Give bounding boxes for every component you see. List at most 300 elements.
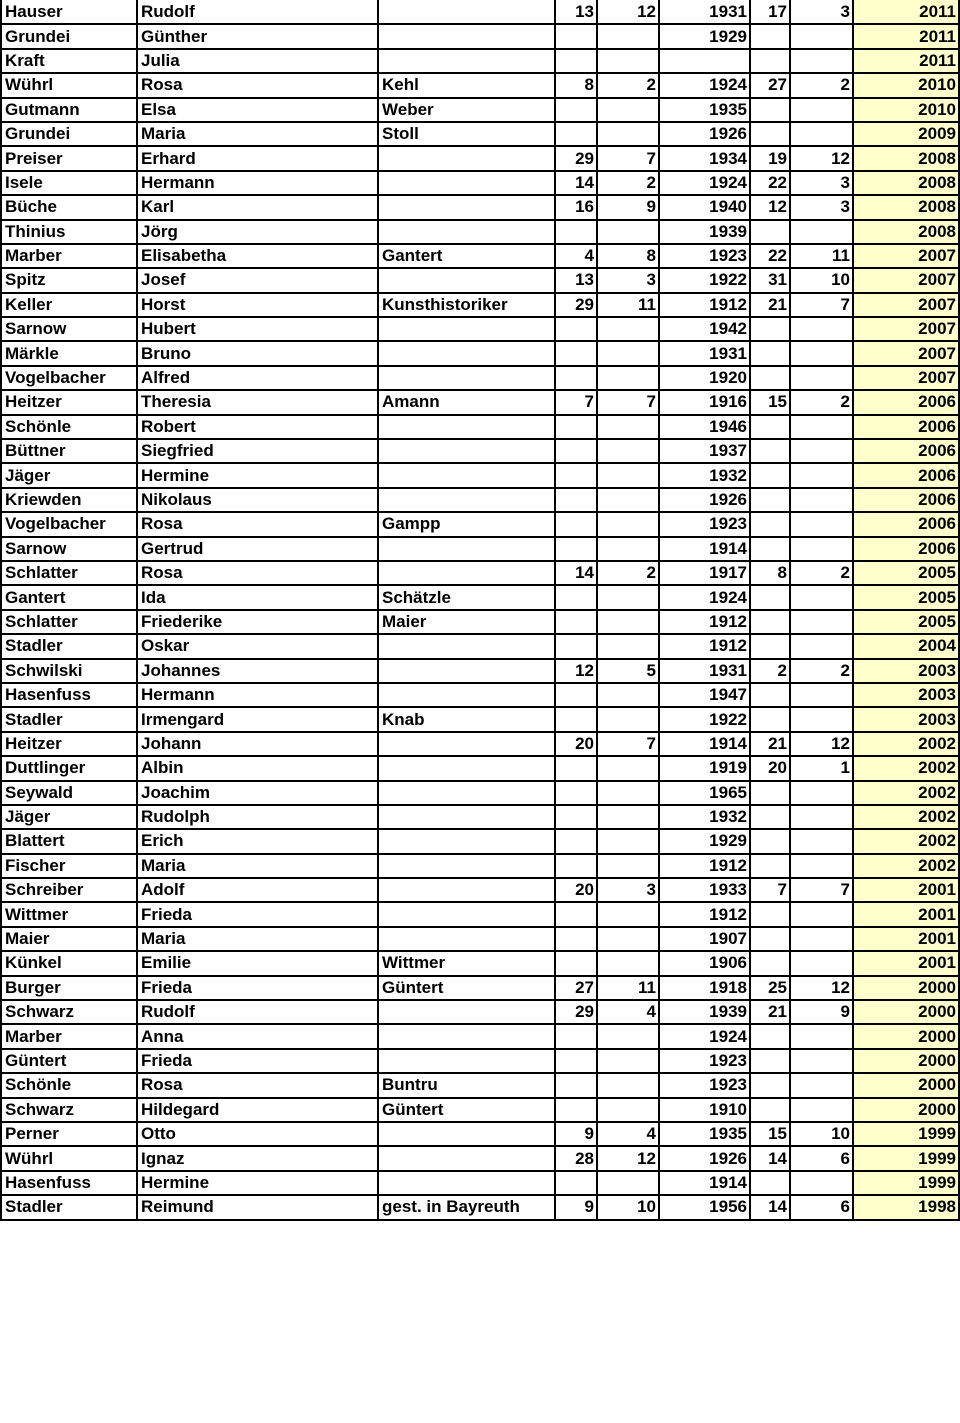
age-day-cell[interactable]: 2 xyxy=(750,659,790,683)
death-year-cell[interactable]: 2007 xyxy=(853,341,959,365)
first-name-cell[interactable]: Rosa xyxy=(137,512,378,536)
first-name-cell[interactable]: Jörg xyxy=(137,220,378,244)
death-year-cell[interactable]: 2006 xyxy=(853,463,959,487)
month-cell[interactable] xyxy=(597,24,659,48)
age-month-cell[interactable] xyxy=(790,805,853,829)
first-name-cell[interactable]: Hermine xyxy=(137,463,378,487)
age-month-cell[interactable] xyxy=(790,439,853,463)
first-name-cell[interactable]: Johann xyxy=(137,732,378,756)
note-cell[interactable]: Maier xyxy=(378,610,555,634)
surname-cell[interactable]: Schwarz xyxy=(1,1098,137,1122)
first-name-cell[interactable]: Friederike xyxy=(137,610,378,634)
birth-year-cell[interactable]: 1914 xyxy=(659,1171,750,1195)
first-name-cell[interactable]: Joachim xyxy=(137,781,378,805)
death-year-cell[interactable]: 1999 xyxy=(853,1146,959,1170)
death-year-cell[interactable]: 2002 xyxy=(853,732,959,756)
death-year-cell[interactable]: 2001 xyxy=(853,878,959,902)
note-cell[interactable]: Gantert xyxy=(378,244,555,268)
surname-cell[interactable]: Spitz xyxy=(1,268,137,292)
day-cell[interactable] xyxy=(555,98,597,122)
surname-cell[interactable]: Märkle xyxy=(1,341,137,365)
day-cell[interactable]: 14 xyxy=(555,171,597,195)
death-year-cell[interactable]: 2004 xyxy=(853,634,959,658)
age-day-cell[interactable] xyxy=(750,585,790,609)
age-day-cell[interactable] xyxy=(750,49,790,73)
month-cell[interactable]: 7 xyxy=(597,390,659,414)
birth-year-cell[interactable]: 1965 xyxy=(659,781,750,805)
day-cell[interactable]: 16 xyxy=(555,195,597,219)
day-cell[interactable] xyxy=(555,610,597,634)
month-cell[interactable] xyxy=(597,1049,659,1073)
month-cell[interactable]: 3 xyxy=(597,878,659,902)
death-year-cell[interactable]: 2000 xyxy=(853,1049,959,1073)
age-month-cell[interactable]: 2 xyxy=(790,561,853,585)
birth-year-cell[interactable]: 1919 xyxy=(659,756,750,780)
note-cell[interactable] xyxy=(378,537,555,561)
surname-cell[interactable]: Heitzer xyxy=(1,390,137,414)
first-name-cell[interactable]: Hubert xyxy=(137,317,378,341)
surname-cell[interactable]: Thinius xyxy=(1,220,137,244)
age-month-cell[interactable] xyxy=(790,634,853,658)
birth-year-cell[interactable]: 1937 xyxy=(659,439,750,463)
day-cell[interactable] xyxy=(555,854,597,878)
surname-cell[interactable]: Hasenfuss xyxy=(1,1171,137,1195)
death-year-cell[interactable]: 2008 xyxy=(853,146,959,170)
first-name-cell[interactable]: Rosa xyxy=(137,1073,378,1097)
month-cell[interactable] xyxy=(597,1073,659,1097)
first-name-cell[interactable]: Oskar xyxy=(137,634,378,658)
birth-year-cell[interactable]: 1922 xyxy=(659,268,750,292)
birth-year-cell[interactable]: 1935 xyxy=(659,98,750,122)
birth-year-cell[interactable]: 1912 xyxy=(659,610,750,634)
month-cell[interactable] xyxy=(597,707,659,731)
day-cell[interactable]: 14 xyxy=(555,561,597,585)
surname-cell[interactable]: Schwilski xyxy=(1,659,137,683)
note-cell[interactable] xyxy=(378,634,555,658)
day-cell[interactable] xyxy=(555,49,597,73)
age-day-cell[interactable]: 25 xyxy=(750,976,790,1000)
death-year-cell[interactable]: 2011 xyxy=(853,24,959,48)
age-day-cell[interactable] xyxy=(750,1171,790,1195)
first-name-cell[interactable]: Ida xyxy=(137,585,378,609)
surname-cell[interactable]: Keller xyxy=(1,293,137,317)
first-name-cell[interactable]: Julia xyxy=(137,49,378,73)
death-year-cell[interactable]: 2001 xyxy=(853,951,959,975)
day-cell[interactable] xyxy=(555,1171,597,1195)
death-year-cell[interactable]: 2000 xyxy=(853,1073,959,1097)
day-cell[interactable]: 29 xyxy=(555,293,597,317)
note-cell[interactable]: Weber xyxy=(378,98,555,122)
surname-cell[interactable]: Jäger xyxy=(1,463,137,487)
death-year-cell[interactable]: 2003 xyxy=(853,707,959,731)
first-name-cell[interactable]: Ignaz xyxy=(137,1146,378,1170)
age-month-cell[interactable]: 10 xyxy=(790,1122,853,1146)
birth-year-cell[interactable]: 1956 xyxy=(659,1195,750,1219)
note-cell[interactable] xyxy=(378,341,555,365)
note-cell[interactable] xyxy=(378,317,555,341)
age-month-cell[interactable]: 12 xyxy=(790,732,853,756)
note-cell[interactable] xyxy=(378,220,555,244)
first-name-cell[interactable]: Emilie xyxy=(137,951,378,975)
note-cell[interactable]: Schätzle xyxy=(378,585,555,609)
death-year-cell[interactable]: 2007 xyxy=(853,317,959,341)
surname-cell[interactable]: Kraft xyxy=(1,49,137,73)
surname-cell[interactable]: Perner xyxy=(1,1122,137,1146)
surname-cell[interactable]: Jäger xyxy=(1,805,137,829)
age-day-cell[interactable] xyxy=(750,927,790,951)
age-day-cell[interactable] xyxy=(750,805,790,829)
death-year-cell[interactable]: 2000 xyxy=(853,976,959,1000)
note-cell[interactable] xyxy=(378,195,555,219)
surname-cell[interactable]: Stadler xyxy=(1,1195,137,1219)
month-cell[interactable] xyxy=(597,98,659,122)
month-cell[interactable] xyxy=(597,902,659,926)
day-cell[interactable] xyxy=(555,1024,597,1048)
age-month-cell[interactable] xyxy=(790,927,853,951)
age-month-cell[interactable]: 1 xyxy=(790,756,853,780)
first-name-cell[interactable]: Alfred xyxy=(137,366,378,390)
birth-year-cell[interactable]: 1907 xyxy=(659,927,750,951)
birth-year-cell[interactable]: 1924 xyxy=(659,171,750,195)
day-cell[interactable]: 27 xyxy=(555,976,597,1000)
note-cell[interactable] xyxy=(378,683,555,707)
surname-cell[interactable]: Schlatter xyxy=(1,561,137,585)
age-day-cell[interactable]: 21 xyxy=(750,732,790,756)
note-cell[interactable] xyxy=(378,829,555,853)
birth-year-cell[interactable]: 1926 xyxy=(659,488,750,512)
death-year-cell[interactable]: 2005 xyxy=(853,585,959,609)
first-name-cell[interactable]: Erhard xyxy=(137,146,378,170)
age-day-cell[interactable] xyxy=(750,707,790,731)
age-day-cell[interactable] xyxy=(750,220,790,244)
death-year-cell[interactable]: 2007 xyxy=(853,268,959,292)
age-month-cell[interactable]: 7 xyxy=(790,293,853,317)
day-cell[interactable] xyxy=(555,122,597,146)
first-name-cell[interactable]: Anna xyxy=(137,1024,378,1048)
first-name-cell[interactable]: Horst xyxy=(137,293,378,317)
surname-cell[interactable]: Büche xyxy=(1,195,137,219)
age-month-cell[interactable] xyxy=(790,49,853,73)
month-cell[interactable]: 5 xyxy=(597,659,659,683)
birth-year-cell[interactable]: 1918 xyxy=(659,976,750,1000)
death-year-cell[interactable]: 2001 xyxy=(853,927,959,951)
age-day-cell[interactable] xyxy=(750,415,790,439)
surname-cell[interactable]: Hauser xyxy=(1,0,137,24)
note-cell[interactable] xyxy=(378,1049,555,1073)
note-cell[interactable] xyxy=(378,488,555,512)
day-cell[interactable] xyxy=(555,512,597,536)
age-day-cell[interactable] xyxy=(750,610,790,634)
death-year-cell[interactable]: 2010 xyxy=(853,98,959,122)
death-year-cell[interactable]: 1999 xyxy=(853,1171,959,1195)
death-year-cell[interactable]: 2005 xyxy=(853,610,959,634)
note-cell[interactable] xyxy=(378,854,555,878)
age-day-cell[interactable] xyxy=(750,537,790,561)
birth-year-cell[interactable]: 1947 xyxy=(659,683,750,707)
first-name-cell[interactable]: Hermann xyxy=(137,171,378,195)
age-month-cell[interactable] xyxy=(790,1073,853,1097)
age-month-cell[interactable] xyxy=(790,463,853,487)
surname-cell[interactable]: Burger xyxy=(1,976,137,1000)
age-month-cell[interactable] xyxy=(790,341,853,365)
surname-cell[interactable]: Duttlinger xyxy=(1,756,137,780)
death-year-cell[interactable]: 2008 xyxy=(853,195,959,219)
note-cell[interactable]: Stoll xyxy=(378,122,555,146)
birth-year-cell[interactable]: 1929 xyxy=(659,829,750,853)
age-day-cell[interactable] xyxy=(750,902,790,926)
day-cell[interactable]: 20 xyxy=(555,732,597,756)
age-day-cell[interactable]: 14 xyxy=(750,1146,790,1170)
note-cell[interactable] xyxy=(378,659,555,683)
surname-cell[interactable]: Marber xyxy=(1,1024,137,1048)
age-month-cell[interactable] xyxy=(790,415,853,439)
age-month-cell[interactable]: 3 xyxy=(790,0,853,24)
age-month-cell[interactable] xyxy=(790,1024,853,1048)
day-cell[interactable]: 7 xyxy=(555,390,597,414)
age-day-cell[interactable] xyxy=(750,854,790,878)
surname-cell[interactable]: Stadler xyxy=(1,634,137,658)
age-month-cell[interactable] xyxy=(790,610,853,634)
note-cell[interactable] xyxy=(378,1024,555,1048)
month-cell[interactable] xyxy=(597,439,659,463)
birth-year-cell[interactable]: 1940 xyxy=(659,195,750,219)
age-month-cell[interactable] xyxy=(790,781,853,805)
day-cell[interactable] xyxy=(555,537,597,561)
surname-cell[interactable]: Sarnow xyxy=(1,537,137,561)
first-name-cell[interactable]: Nikolaus xyxy=(137,488,378,512)
age-month-cell[interactable]: 3 xyxy=(790,195,853,219)
birth-year-cell[interactable]: 1906 xyxy=(659,951,750,975)
death-year-cell[interactable]: 2002 xyxy=(853,829,959,853)
age-day-cell[interactable] xyxy=(750,1049,790,1073)
age-month-cell[interactable] xyxy=(790,24,853,48)
day-cell[interactable]: 12 xyxy=(555,659,597,683)
age-month-cell[interactable] xyxy=(790,829,853,853)
month-cell[interactable] xyxy=(597,512,659,536)
note-cell[interactable] xyxy=(378,146,555,170)
birth-year-cell[interactable]: 1922 xyxy=(659,707,750,731)
day-cell[interactable]: 4 xyxy=(555,244,597,268)
age-month-cell[interactable] xyxy=(790,902,853,926)
surname-cell[interactable]: Vogelbacher xyxy=(1,366,137,390)
surname-cell[interactable]: Grundei xyxy=(1,122,137,146)
birth-year-cell[interactable]: 1929 xyxy=(659,24,750,48)
first-name-cell[interactable]: Robert xyxy=(137,415,378,439)
age-day-cell[interactable] xyxy=(750,24,790,48)
age-day-cell[interactable]: 21 xyxy=(750,1000,790,1024)
birth-year-cell[interactable]: 1934 xyxy=(659,146,750,170)
month-cell[interactable]: 10 xyxy=(597,1195,659,1219)
age-month-cell[interactable] xyxy=(790,98,853,122)
month-cell[interactable] xyxy=(597,829,659,853)
surname-cell[interactable]: Schreiber xyxy=(1,878,137,902)
surname-cell[interactable]: Gantert xyxy=(1,585,137,609)
month-cell[interactable]: 12 xyxy=(597,0,659,24)
first-name-cell[interactable]: Otto xyxy=(137,1122,378,1146)
surname-cell[interactable]: Maier xyxy=(1,927,137,951)
first-name-cell[interactable]: Frieda xyxy=(137,976,378,1000)
death-year-cell[interactable]: 2001 xyxy=(853,902,959,926)
birth-year-cell[interactable]: 1935 xyxy=(659,1122,750,1146)
first-name-cell[interactable]: Elisabetha xyxy=(137,244,378,268)
age-day-cell[interactable] xyxy=(750,781,790,805)
note-cell[interactable] xyxy=(378,1146,555,1170)
birth-year-cell[interactable]: 1912 xyxy=(659,293,750,317)
day-cell[interactable] xyxy=(555,683,597,707)
first-name-cell[interactable]: Hermann xyxy=(137,683,378,707)
birth-year-cell[interactable]: 1931 xyxy=(659,0,750,24)
note-cell[interactable] xyxy=(378,756,555,780)
age-day-cell[interactable] xyxy=(750,1024,790,1048)
first-name-cell[interactable]: Günther xyxy=(137,24,378,48)
surname-cell[interactable]: Kriewden xyxy=(1,488,137,512)
death-year-cell[interactable]: 2007 xyxy=(853,293,959,317)
age-month-cell[interactable] xyxy=(790,951,853,975)
death-year-cell[interactable]: 2011 xyxy=(853,0,959,24)
age-day-cell[interactable] xyxy=(750,512,790,536)
age-month-cell[interactable] xyxy=(790,707,853,731)
death-year-cell[interactable]: 2006 xyxy=(853,439,959,463)
surname-cell[interactable]: Schönle xyxy=(1,415,137,439)
note-cell[interactable] xyxy=(378,463,555,487)
note-cell[interactable] xyxy=(378,49,555,73)
surname-cell[interactable]: Büttner xyxy=(1,439,137,463)
month-cell[interactable]: 11 xyxy=(597,976,659,1000)
age-month-cell[interactable] xyxy=(790,1098,853,1122)
note-cell[interactable]: Gampp xyxy=(378,512,555,536)
month-cell[interactable] xyxy=(597,854,659,878)
first-name-cell[interactable]: Josef xyxy=(137,268,378,292)
age-month-cell[interactable]: 2 xyxy=(790,659,853,683)
month-cell[interactable] xyxy=(597,610,659,634)
birth-year-cell[interactable]: 1924 xyxy=(659,73,750,97)
month-cell[interactable] xyxy=(597,585,659,609)
age-day-cell[interactable]: 19 xyxy=(750,146,790,170)
age-day-cell[interactable]: 15 xyxy=(750,390,790,414)
month-cell[interactable] xyxy=(597,756,659,780)
surname-cell[interactable]: Marber xyxy=(1,244,137,268)
first-name-cell[interactable]: Maria xyxy=(137,854,378,878)
month-cell[interactable] xyxy=(597,317,659,341)
surname-cell[interactable]: Hasenfuss xyxy=(1,683,137,707)
note-cell[interactable]: Buntru xyxy=(378,1073,555,1097)
birth-year-cell[interactable]: 1942 xyxy=(659,317,750,341)
note-cell[interactable] xyxy=(378,902,555,926)
age-day-cell[interactable]: 15 xyxy=(750,1122,790,1146)
age-month-cell[interactable]: 11 xyxy=(790,244,853,268)
birth-year-cell[interactable]: 1932 xyxy=(659,463,750,487)
day-cell[interactable] xyxy=(555,756,597,780)
surname-cell[interactable]: Güntert xyxy=(1,1049,137,1073)
age-day-cell[interactable]: 22 xyxy=(750,171,790,195)
death-year-cell[interactable]: 2010 xyxy=(853,73,959,97)
day-cell[interactable] xyxy=(555,902,597,926)
note-cell[interactable] xyxy=(378,439,555,463)
first-name-cell[interactable]: Rudolf xyxy=(137,0,378,24)
note-cell[interactable] xyxy=(378,268,555,292)
note-cell[interactable] xyxy=(378,781,555,805)
surname-cell[interactable]: Stadler xyxy=(1,707,137,731)
surname-cell[interactable]: Vogelbacher xyxy=(1,512,137,536)
surname-cell[interactable]: Blattert xyxy=(1,829,137,853)
day-cell[interactable]: 8 xyxy=(555,73,597,97)
surname-cell[interactable]: Schönle xyxy=(1,1073,137,1097)
death-year-cell[interactable]: 2011 xyxy=(853,49,959,73)
death-year-cell[interactable]: 2006 xyxy=(853,537,959,561)
age-day-cell[interactable] xyxy=(750,634,790,658)
age-day-cell[interactable]: 21 xyxy=(750,293,790,317)
first-name-cell[interactable]: Rosa xyxy=(137,73,378,97)
age-day-cell[interactable]: 20 xyxy=(750,756,790,780)
age-day-cell[interactable]: 17 xyxy=(750,0,790,24)
surname-cell[interactable]: Grundei xyxy=(1,24,137,48)
surname-cell[interactable]: Künkel xyxy=(1,951,137,975)
month-cell[interactable]: 7 xyxy=(597,146,659,170)
day-cell[interactable] xyxy=(555,585,597,609)
day-cell[interactable] xyxy=(555,24,597,48)
age-day-cell[interactable] xyxy=(750,683,790,707)
day-cell[interactable] xyxy=(555,927,597,951)
surname-cell[interactable]: Sarnow xyxy=(1,317,137,341)
first-name-cell[interactable]: Elsa xyxy=(137,98,378,122)
month-cell[interactable] xyxy=(597,220,659,244)
day-cell[interactable]: 9 xyxy=(555,1122,597,1146)
age-month-cell[interactable] xyxy=(790,1049,853,1073)
age-day-cell[interactable] xyxy=(750,439,790,463)
age-month-cell[interactable] xyxy=(790,317,853,341)
age-month-cell[interactable]: 10 xyxy=(790,268,853,292)
birth-year-cell[interactable]: 1923 xyxy=(659,1073,750,1097)
death-year-cell[interactable]: 2006 xyxy=(853,488,959,512)
age-day-cell[interactable] xyxy=(750,317,790,341)
first-name-cell[interactable]: Adolf xyxy=(137,878,378,902)
death-year-cell[interactable]: 2000 xyxy=(853,1000,959,1024)
month-cell[interactable]: 9 xyxy=(597,195,659,219)
age-day-cell[interactable]: 8 xyxy=(750,561,790,585)
surname-cell[interactable]: Seywald xyxy=(1,781,137,805)
month-cell[interactable]: 4 xyxy=(597,1122,659,1146)
birth-year-cell[interactable]: 1923 xyxy=(659,244,750,268)
death-year-cell[interactable]: 2005 xyxy=(853,561,959,585)
day-cell[interactable]: 20 xyxy=(555,878,597,902)
age-month-cell[interactable]: 2 xyxy=(790,73,853,97)
month-cell[interactable] xyxy=(597,49,659,73)
age-day-cell[interactable] xyxy=(750,829,790,853)
note-cell[interactable]: Kunsthistoriker xyxy=(378,293,555,317)
first-name-cell[interactable]: Gertrud xyxy=(137,537,378,561)
month-cell[interactable]: 2 xyxy=(597,171,659,195)
first-name-cell[interactable]: Maria xyxy=(137,927,378,951)
month-cell[interactable] xyxy=(597,805,659,829)
note-cell[interactable]: Wittmer xyxy=(378,951,555,975)
day-cell[interactable] xyxy=(555,488,597,512)
death-year-cell[interactable]: 2003 xyxy=(853,659,959,683)
surname-cell[interactable]: Wührl xyxy=(1,73,137,97)
age-month-cell[interactable] xyxy=(790,537,853,561)
age-day-cell[interactable] xyxy=(750,1073,790,1097)
death-year-cell[interactable]: 2007 xyxy=(853,244,959,268)
first-name-cell[interactable]: Rudolph xyxy=(137,805,378,829)
death-year-cell[interactable]: 2003 xyxy=(853,683,959,707)
month-cell[interactable] xyxy=(597,415,659,439)
death-year-cell[interactable]: 2008 xyxy=(853,171,959,195)
birth-year-cell[interactable]: 1916 xyxy=(659,390,750,414)
age-day-cell[interactable]: 14 xyxy=(750,1195,790,1219)
first-name-cell[interactable]: Erich xyxy=(137,829,378,853)
age-month-cell[interactable] xyxy=(790,585,853,609)
month-cell[interactable]: 4 xyxy=(597,1000,659,1024)
surname-cell[interactable]: Fischer xyxy=(1,854,137,878)
